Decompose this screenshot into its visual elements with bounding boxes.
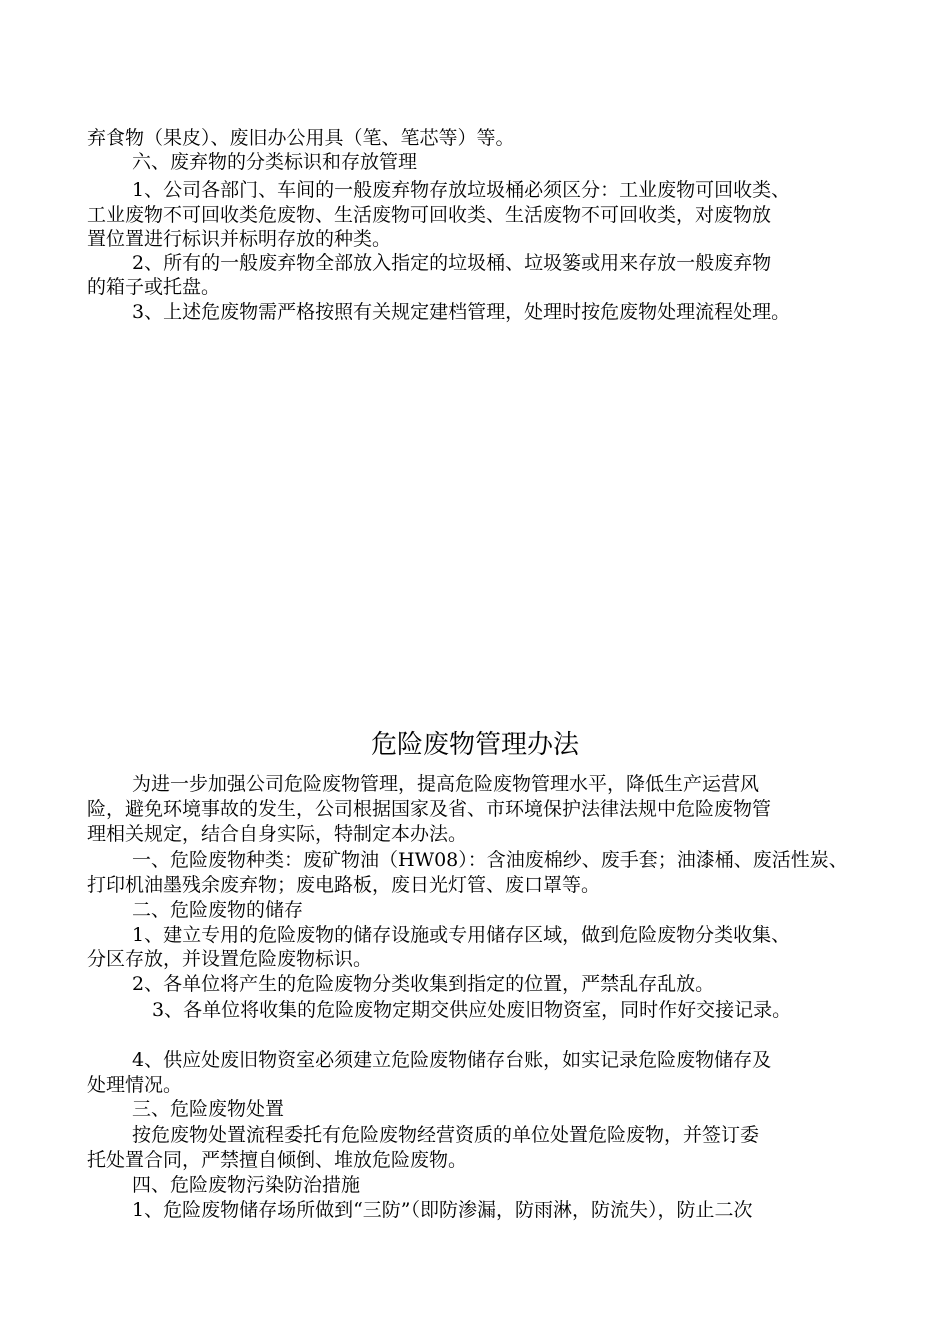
paragraph-line: 置位置进行标识并标明存放的种类。: [87, 228, 392, 250]
paragraph-line: 3、上述危废物需严格按照有关规定建档管理，处理时按危废物处理流程处理。: [132, 301, 791, 323]
paragraph-line: 工业废物不可回收类危废物、生活废物可回收类、生活废物不可回收类，对废物放: [87, 204, 772, 226]
paragraph-line: 的箱子或托盘。: [87, 276, 221, 298]
paragraph-line: 3、各单位将收集的危险废物定期交供应处废旧物资室，同时作好交接记录。: [152, 999, 792, 1021]
paragraph-line: 分区存放，并设置危险废物标识。: [87, 948, 373, 970]
section-heading: 二、危险废物的储存: [132, 899, 304, 921]
paragraph-line: 理相关规定，结合自身实际，特制定本办法。: [87, 823, 468, 845]
paragraph-line: 2、各单位将产生的危险废物分类收集到指定的位置，严禁乱存乱放。: [132, 973, 715, 995]
paragraph-line: 弃食物（果皮）、废旧办公用具（笔、笔芯等）等。: [87, 127, 515, 149]
paragraph-line: 4、供应处废旧物资室必须建立危险废物储存台账，如实记录危险废物储存及: [132, 1049, 772, 1071]
section-heading: 三、危险废物处置: [132, 1098, 285, 1120]
paragraph-line: 一、危险废物种类：废矿物油（HW08）：含油废棉纱、废手套；油漆桶、废活性炭、: [132, 849, 848, 871]
paragraph-line: 1、危险废物储存场所做到“三防”（即防渗漏，防雨淋，防流失），防止二次: [132, 1199, 753, 1221]
document-title: 危险废物管理办法: [370, 730, 579, 760]
section-heading: 四、危险废物污染防治措施: [132, 1174, 361, 1196]
paragraph-line: 按危废物处置流程委托有危险废物经营资质的单位处置危险废物，并签订委: [132, 1124, 760, 1146]
paragraph-line: 处理情况。: [87, 1074, 183, 1096]
paragraph-line: 1、公司各部门、车间的一般废弃物存放垃圾桶必须区分：工业废物可回收类、: [132, 179, 791, 201]
paragraph-line: 托处置合同，严禁擅自倾倒、堆放危险废物。: [87, 1149, 468, 1171]
paragraph-line: 为进一步加强公司危险废物管理，提高危险废物管理水平，降低生产运营风: [132, 773, 760, 795]
paragraph-line: 打印机油墨残余废弃物；废电路板，废日光灯管、废口罩等。: [87, 874, 601, 896]
section-heading: 六、废弃物的分类标识和存放管理: [132, 151, 418, 173]
paragraph-line: 险，避免环境事故的发生，公司根据国家及省、市环境保护法律法规中危险废物管: [87, 798, 772, 820]
paragraph-line: 2、所有的一般废弃物全部放入指定的垃圾桶、垃圾篓或用来存放一般废弃物: [132, 252, 772, 274]
paragraph-line: 1、建立专用的危险废物的储存设施或专用储存区域，做到危险废物分类收集、: [132, 924, 791, 946]
